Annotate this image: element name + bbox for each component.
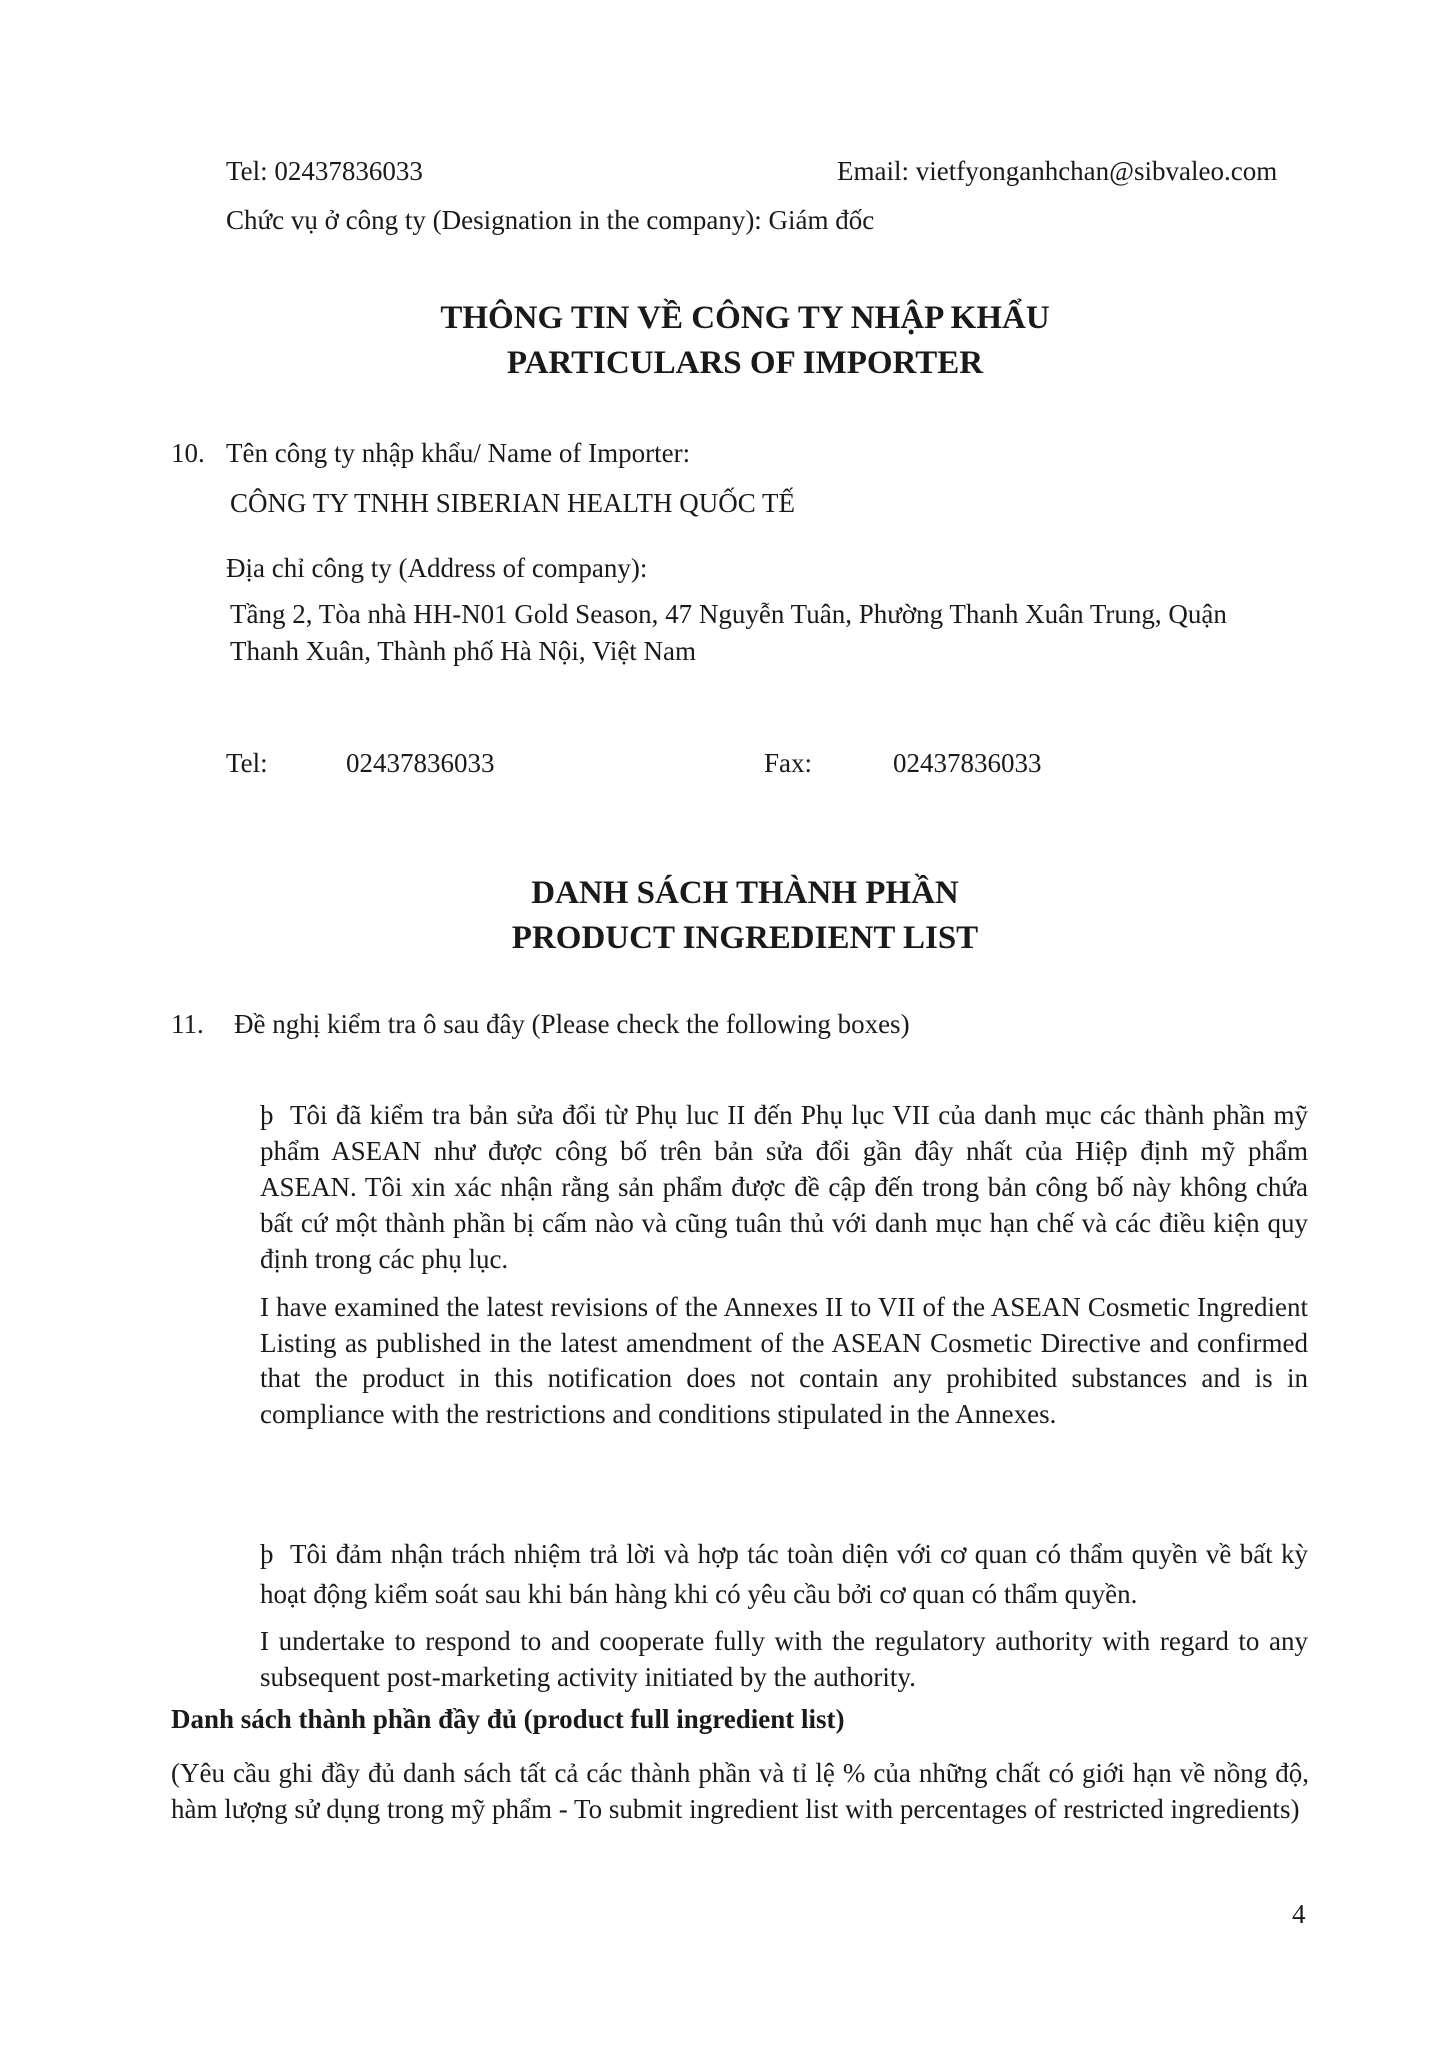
header-tel: Tel: 02437836033 [226,156,423,186]
ingredient-section-title [0,871,1448,960]
importer-title-en: PARTICULARS OF IMPORTER [506,344,984,381]
checkbox-2-statement-vi [260,1534,1308,1614]
ingredient-item-number: 11. [171,1009,204,1039]
importer-address-label: Địa chỉ công ty (Address of company): [226,553,648,583]
importer-fax-label: Fax: [764,748,813,778]
checkbox-2-check-icon[interactable]: þ [260,1539,274,1569]
ingredient-title-en: PRODUCT INGREDIENT LIST [511,919,979,956]
importer-tel-value: 02437836033 [346,748,495,778]
full-list-heading: Danh sách thành phần đầy đủ (product full ingredient list) [171,1704,845,1734]
checkbox-1-statement-vi [260,1097,1308,1277]
importer-item-number: 10. [171,438,205,468]
checkbox-2-statement-en: I undertake to respond to and cooperate fully with the regulatory authority with regard to any subsequent post-marketing activity initiated by the authority. [260,1626,1308,1692]
checkbox-1-check-icon[interactable]: þ [260,1100,274,1130]
ingredient-title-vi: DANH SÁCH THÀNH PHẦN [531,875,959,911]
page-number: 4 [1292,1899,1306,1929]
importer-section-title [0,296,1448,385]
checkbox-1-text-vi: Tôi đã kiểm tra bản sửa đổi từ Phụ luc II đến Phụ lục VII của danh mục các thành phần mỹ phẩm ASEAN như được công bố trên bản sửa đổi gần đây nhất của Hiệp định mỹ phẩm ASEAN. Tôi xin xác nhận rằng sản phẩm được đề cập đến trong bản công bố này không chứa bất cứ một thành phần bị cấm nào và cũng tuân thủ với danh mục hạn chế và các điều kiện quy định trong các phụ lục. [260,1100,1308,1274]
full-list-note: (Yêu cầu ghi đầy đủ danh sách tất cả các thành phần và tỉ lệ % của những chất có giới hạn về nồng độ, hàm lượng sử dụng trong mỹ phẩm - To submit ingredient list with percentages of restricted ingredients) [171,1758,1309,1824]
importer-address-line1: Tầng 2, Tòa nhà HH-N01 Gold Season, 47 Nguyễn Tuân, Phường Thanh Xuân Trung, Quận [230,599,1227,629]
importer-title-vi: THÔNG TIN VỀ CÔNG TY NHẬP KHẨU [440,300,1050,336]
importer-address-line2: Thanh Xuân, Thành phố Hà Nội, Việt Nam [230,636,697,666]
importer-name-label: Tên công ty nhập khẩu/ Name of Importer: [226,438,691,468]
importer-fax-value: 02437836033 [893,748,1042,778]
checkbox-1-statement-en: I have examined the latest revisions of the Annexes II to VII of the ASEAN Cosmetic Ingredient Listing as published in the latest amendment of the ASEAN Cosmetic Directive and confirmed that the product in this notification does not contain any prohibited substances and is in compliance with the restrictions and conditions stipulated in the Annexes. [260,1292,1308,1429]
check-instruction: Đề nghị kiểm tra ô sau đây (Please check the following boxes) [234,1009,910,1039]
header-designation: Chức vụ ở công ty (Designation in the company): Giám đốc [226,205,875,235]
header-email: Email: vietfyonganhchan@sibvaleo.com [837,156,1278,186]
importer-tel-label: Tel: [226,748,268,778]
checkbox-2-text-vi: Tôi đảm nhận trách nhiệm trả lời và hợp tác toàn diện với cơ quan có thẩm quyền về bất kỳ hoạt động kiểm soát sau khi bán hàng khi có yêu cầu bởi cơ quan có thẩm quyền. [260,1539,1308,1609]
importer-name-value: CÔNG TY TNHH SIBERIAN HEALTH QUỐC TẾ [230,488,796,518]
